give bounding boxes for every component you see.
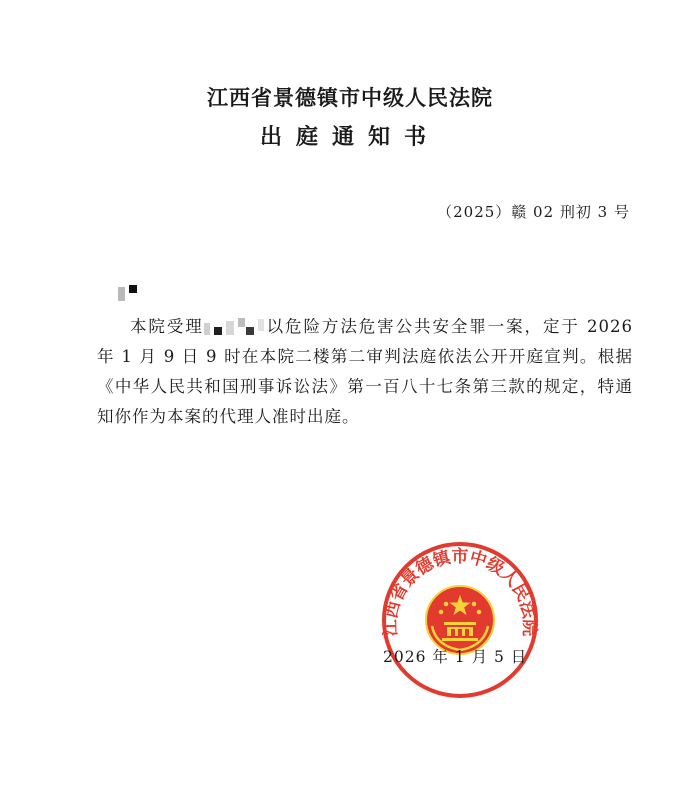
court-seal (380, 540, 540, 700)
notice-body (97, 312, 633, 432)
redacted-recipient-name (118, 283, 140, 301)
redacted-defendant-name (204, 317, 266, 335)
national-emblem-icon (426, 586, 494, 654)
notice-paragraph (97, 312, 633, 432)
case-number: （2025）赣 02 刑初 3 号 (437, 203, 630, 221)
court-name: 江西省景德镇市中级人民法院 (207, 86, 493, 110)
body-text-rest: 以危险方法危害公共安全罪一案，定于 2026 年 1 月 9 日 9 时在本院二楼第二审判法庭依法公开开庭宣判。根据《中华人民共和国刑事诉讼法》第一百八十七条第三款的规定，特通知你作为本案的代理人准时出庭。 (97, 317, 633, 426)
signature-date: 2026 年 1 月 5 日 (383, 648, 528, 666)
body-text-start: 本院受理 (130, 317, 204, 336)
document-title: 出庭通知书 (259, 125, 440, 150)
seal-text: 江西省景德镇市中级人民法院 (380, 547, 540, 637)
